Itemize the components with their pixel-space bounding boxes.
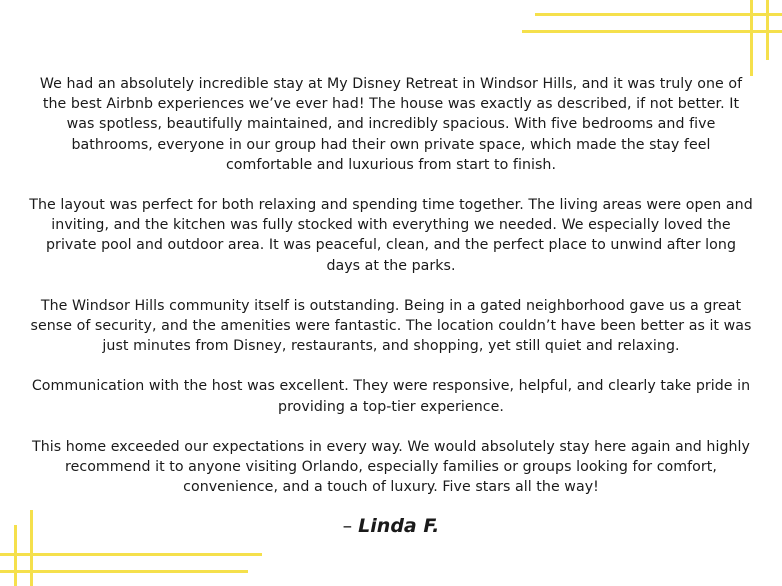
- review-text: [28, 74, 754, 517]
- author-name: Linda F.: [358, 515, 440, 537]
- decorative-line: [30, 510, 33, 586]
- review-paragraph: Communication with the host was excellent. They were responsive, helpful, and clearly take pride in providing a top-tier experience.: [31, 378, 751, 415]
- review-author: [0, 513, 782, 539]
- decorative-line: [750, 0, 753, 76]
- decorative-line: [0, 570, 248, 573]
- decorative-line: [522, 30, 782, 33]
- review-paragraph: The layout was perfect for both relaxing and spending time together. The living areas were open and inviting, and the kitchen was fully stocked with everything we needed. We especially loved the private pool and outdoor area. It was peaceful, clean, and the perfect place to unwind after long days at the parks.: [29, 197, 753, 274]
- decorative-line: [766, 0, 769, 60]
- decorative-line: [535, 13, 782, 16]
- decorative-line: [0, 553, 262, 556]
- author-dash: –: [342, 515, 353, 537]
- review-paragraph: We had an absolutely incredible stay at My Disney Retreat in Windsor Hills, and it was truly one of the best Airbnb experiences we’ve ever had! The house was exactly as described, if not better. It was spotless, beautifully maintained, and incredibly spacious. With five bedrooms and five bathrooms, everyone in our group had their own private space, which made the stay feel comfortable and luxurious from start to finish.: [39, 76, 743, 173]
- review-paragraph: The Windsor Hills community itself is outstanding. Being in a gated neighborhood gave us a great sense of security, and the amenities were fantastic. The location couldn’t have been better as it was just minutes from Disney, restaurants, and shopping, yet still quiet and relaxing.: [30, 297, 752, 355]
- review-paragraph: This home exceeded our expectations in every way. We would absolutely stay here again and highly recommend it to anyone visiting Orlando, especially families or groups looking for comfort, convenience, and a touch of luxury. Five stars all the way!: [31, 438, 750, 496]
